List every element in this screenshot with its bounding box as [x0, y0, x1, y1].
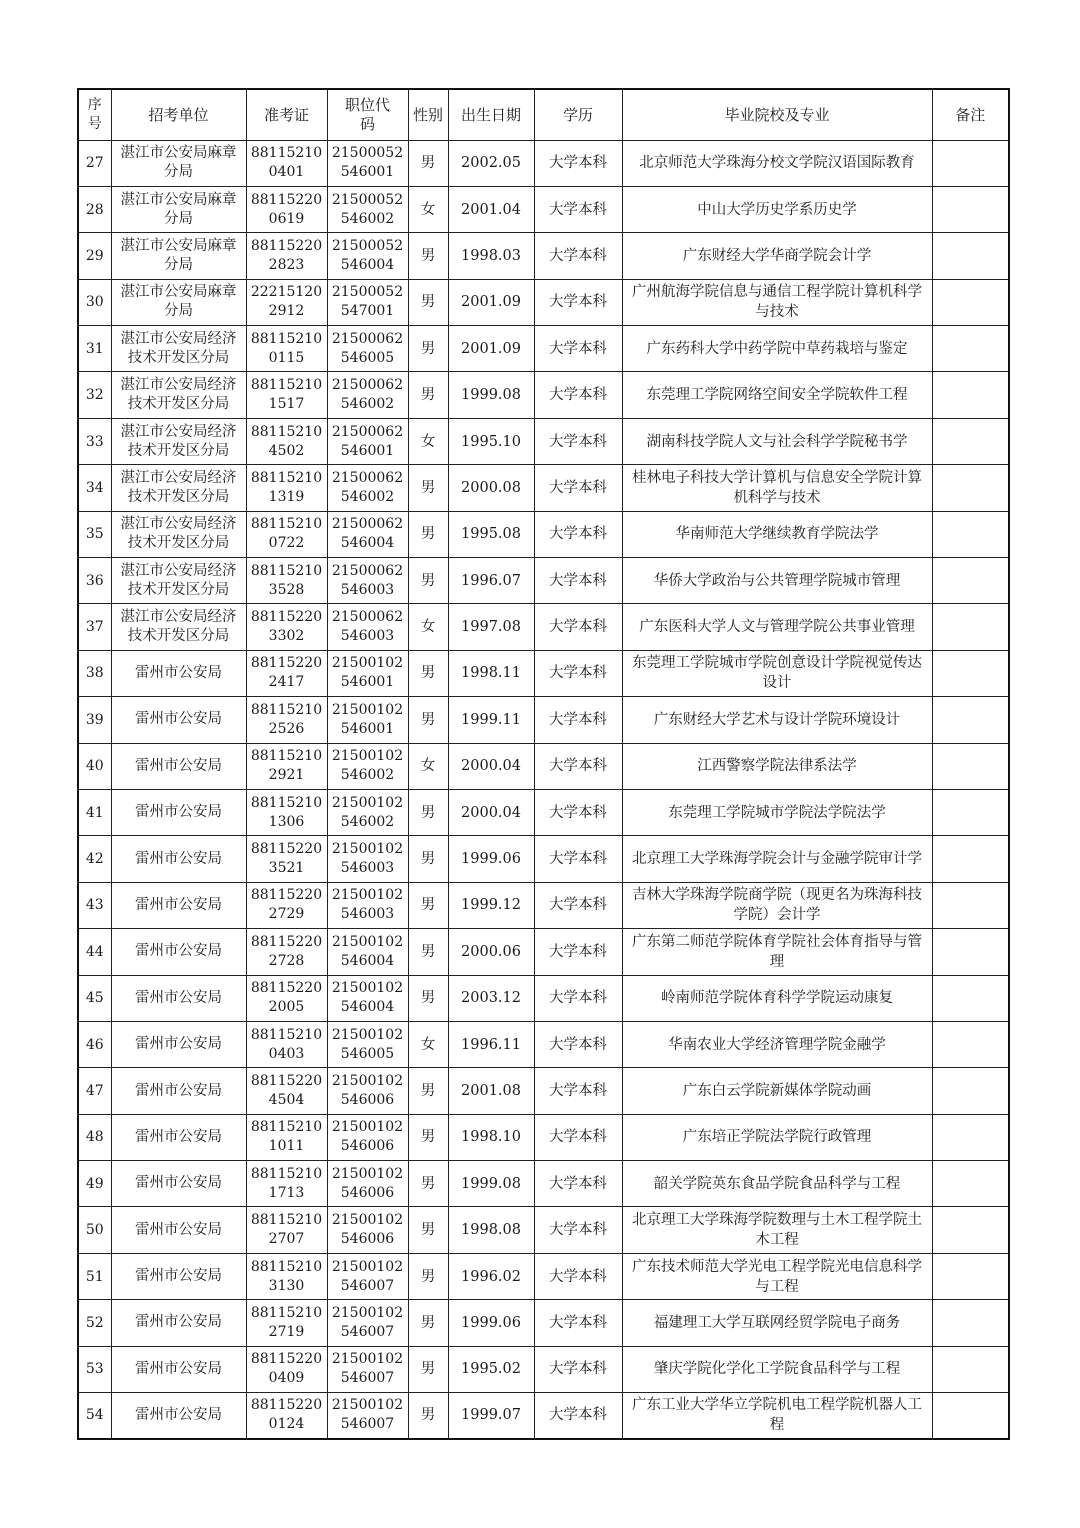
- cell-position-code: 21500102546006: [327, 1068, 408, 1114]
- cell-position-code: 21500102546002: [327, 789, 408, 835]
- cell-position-code: 21500102546004: [327, 929, 408, 975]
- cell-gender: 女: [408, 186, 448, 232]
- cell-ticket: 222151202912: [246, 279, 327, 325]
- header-gender: 性别: [408, 89, 448, 140]
- cell-remark: [932, 1114, 1009, 1160]
- cell-school: 广东医科大学人文与管理学院公共事业管理: [622, 604, 932, 650]
- cell-birth: 1995.08: [448, 511, 534, 557]
- cell-gender: 女: [408, 1021, 448, 1067]
- cell-gender: 男: [408, 650, 448, 696]
- cell-school: 韶关学院英东食品学院食品科学与工程: [622, 1161, 932, 1207]
- cell-seq: 36: [78, 558, 111, 604]
- cell-education: 大学本科: [534, 836, 622, 882]
- cell-remark: [932, 558, 1009, 604]
- cell-education: 大学本科: [534, 650, 622, 696]
- cell-unit: 雷州市公安局: [111, 929, 246, 975]
- cell-seq: 29: [78, 233, 111, 279]
- table-row: [78, 1393, 1009, 1439]
- cell-school: 北京理工大学珠海学院会计与金融学院审计学: [622, 836, 932, 882]
- cell-unit: 雷州市公安局: [111, 1114, 246, 1160]
- admission-list-table: [77, 88, 1010, 1440]
- cell-seq: 32: [78, 372, 111, 418]
- table-row: [78, 975, 1009, 1021]
- cell-remark: [932, 140, 1009, 186]
- table-row: [78, 743, 1009, 789]
- cell-position-code: 21500102546002: [327, 743, 408, 789]
- cell-school: 北京理工大学珠海学院数理与土木工程学院土木工程: [622, 1207, 932, 1253]
- cell-position-code: 21500102546007: [327, 1393, 408, 1439]
- cell-education: 大学本科: [534, 372, 622, 418]
- cell-gender: 男: [408, 789, 448, 835]
- cell-unit: 湛江市公安局经济技术开发区分局: [111, 372, 246, 418]
- cell-ticket: 881152102921: [246, 743, 327, 789]
- cell-unit: 雷州市公安局: [111, 1021, 246, 1067]
- cell-education: 大学本科: [534, 604, 622, 650]
- cell-remark: [932, 1021, 1009, 1067]
- table-row: [78, 836, 1009, 882]
- cell-birth: 2000.04: [448, 743, 534, 789]
- cell-birth: 1998.08: [448, 1207, 534, 1253]
- cell-education: 大学本科: [534, 1300, 622, 1346]
- cell-ticket: 881152202005: [246, 975, 327, 1021]
- cell-remark: [932, 1393, 1009, 1439]
- cell-school: 华南师范大学继续教育学院法学: [622, 511, 932, 557]
- cell-unit: 雷州市公安局: [111, 1207, 246, 1253]
- cell-ticket: 881152100401: [246, 140, 327, 186]
- cell-gender: 男: [408, 1161, 448, 1207]
- table-row: [78, 279, 1009, 325]
- cell-birth: 2000.04: [448, 789, 534, 835]
- table-row: [78, 1068, 1009, 1114]
- cell-position-code: 21500062546003: [327, 604, 408, 650]
- cell-seq: 50: [78, 1207, 111, 1253]
- cell-ticket: 881152204504: [246, 1068, 327, 1114]
- cell-unit: 雷州市公安局: [111, 1161, 246, 1207]
- cell-gender: 男: [408, 697, 448, 743]
- cell-gender: 男: [408, 1114, 448, 1160]
- cell-ticket: 881152104502: [246, 418, 327, 464]
- cell-remark: [932, 233, 1009, 279]
- header-education: 学历: [534, 89, 622, 140]
- cell-ticket: 881152103528: [246, 558, 327, 604]
- table-row: [78, 233, 1009, 279]
- cell-birth: 1997.08: [448, 604, 534, 650]
- cell-position-code: 21500102546007: [327, 1300, 408, 1346]
- cell-position-code: 21500052547001: [327, 279, 408, 325]
- cell-birth: 1996.07: [448, 558, 534, 604]
- cell-seq: 49: [78, 1161, 111, 1207]
- cell-gender: 男: [408, 929, 448, 975]
- cell-position-code: 21500052546004: [327, 233, 408, 279]
- table-row: [78, 465, 1009, 511]
- cell-remark: [932, 650, 1009, 696]
- cell-education: 大学本科: [534, 1393, 622, 1439]
- table-row: [78, 697, 1009, 743]
- cell-position-code: 21500062546002: [327, 372, 408, 418]
- cell-unit: 湛江市公安局麻章分局: [111, 279, 246, 325]
- cell-ticket: 881152102719: [246, 1300, 327, 1346]
- cell-ticket: 881152102707: [246, 1207, 327, 1253]
- cell-seq: 43: [78, 882, 111, 928]
- cell-position-code: 21500062546003: [327, 558, 408, 604]
- cell-position-code: 21500102546006: [327, 1114, 408, 1160]
- cell-ticket: 881152100115: [246, 326, 327, 372]
- cell-unit: 湛江市公安局麻章分局: [111, 233, 246, 279]
- cell-ticket: 881152100722: [246, 511, 327, 557]
- cell-unit: 雷州市公安局: [111, 1300, 246, 1346]
- cell-education: 大学本科: [534, 1161, 622, 1207]
- cell-position-code: 21500102546006: [327, 1161, 408, 1207]
- cell-education: 大学本科: [534, 418, 622, 464]
- cell-education: 大学本科: [534, 558, 622, 604]
- cell-birth: 1999.08: [448, 1161, 534, 1207]
- cell-school: 东莞理工学院网络空间安全学院软件工程: [622, 372, 932, 418]
- table-body: [78, 140, 1009, 1439]
- cell-ticket: 881152202417: [246, 650, 327, 696]
- cell-school: 广东财经大学华商学院会计学: [622, 233, 932, 279]
- cell-position-code: 21500052546002: [327, 186, 408, 232]
- cell-education: 大学本科: [534, 882, 622, 928]
- cell-birth: 2000.08: [448, 465, 534, 511]
- cell-remark: [932, 279, 1009, 325]
- cell-ticket: 881152101713: [246, 1161, 327, 1207]
- cell-remark: [932, 743, 1009, 789]
- cell-ticket: 881152203302: [246, 604, 327, 650]
- cell-gender: 男: [408, 1346, 448, 1392]
- cell-remark: [932, 789, 1009, 835]
- cell-birth: 2000.06: [448, 929, 534, 975]
- cell-unit: 湛江市公安局麻章分局: [111, 186, 246, 232]
- cell-birth: 2001.08: [448, 1068, 534, 1114]
- cell-seq: 44: [78, 929, 111, 975]
- cell-gender: 男: [408, 326, 448, 372]
- cell-remark: [932, 186, 1009, 232]
- cell-birth: 1995.10: [448, 418, 534, 464]
- cell-gender: 男: [408, 1207, 448, 1253]
- cell-seq: 45: [78, 975, 111, 1021]
- cell-birth: 2001.09: [448, 279, 534, 325]
- cell-birth: 1995.02: [448, 1346, 534, 1392]
- header-ticket: 准考证: [246, 89, 327, 140]
- cell-gender: 男: [408, 1068, 448, 1114]
- cell-gender: 男: [408, 1393, 448, 1439]
- cell-birth: 1998.03: [448, 233, 534, 279]
- cell-unit: 雷州市公安局: [111, 650, 246, 696]
- table-row: [78, 511, 1009, 557]
- cell-unit: 湛江市公安局经济技术开发区分局: [111, 418, 246, 464]
- cell-ticket: 881152101306: [246, 789, 327, 835]
- cell-education: 大学本科: [534, 279, 622, 325]
- cell-birth: 1999.06: [448, 1300, 534, 1346]
- cell-ticket: 881152202823: [246, 233, 327, 279]
- cell-seq: 54: [78, 1393, 111, 1439]
- table-row: [78, 1161, 1009, 1207]
- table-row: [78, 650, 1009, 696]
- cell-gender: 男: [408, 140, 448, 186]
- cell-unit: 雷州市公安局: [111, 697, 246, 743]
- cell-gender: 男: [408, 1300, 448, 1346]
- cell-ticket: 881152103130: [246, 1253, 327, 1299]
- cell-seq: 34: [78, 465, 111, 511]
- cell-education: 大学本科: [534, 326, 622, 372]
- cell-school: 广东第二师范学院体育学院社会体育指导与管理: [622, 929, 932, 975]
- cell-birth: 1999.06: [448, 836, 534, 882]
- cell-seq: 38: [78, 650, 111, 696]
- cell-school: 广东白云学院新媒体学院动画: [622, 1068, 932, 1114]
- cell-education: 大学本科: [534, 1207, 622, 1253]
- cell-education: 大学本科: [534, 975, 622, 1021]
- table-row: [78, 1253, 1009, 1299]
- header-school: 毕业院校及专业: [622, 89, 932, 140]
- cell-remark: [932, 1207, 1009, 1253]
- cell-school: 吉林大学珠海学院商学院（现更名为珠海科技学院）会计学: [622, 882, 932, 928]
- cell-education: 大学本科: [534, 929, 622, 975]
- header-seq: 序号: [78, 89, 111, 140]
- cell-seq: 39: [78, 697, 111, 743]
- cell-seq: 27: [78, 140, 111, 186]
- cell-ticket: 881152200409: [246, 1346, 327, 1392]
- cell-unit: 雷州市公安局: [111, 1346, 246, 1392]
- cell-remark: [932, 465, 1009, 511]
- cell-birth: 1998.11: [448, 650, 534, 696]
- cell-education: 大学本科: [534, 789, 622, 835]
- cell-seq: 41: [78, 789, 111, 835]
- cell-birth: 2002.05: [448, 140, 534, 186]
- cell-education: 大学本科: [534, 233, 622, 279]
- cell-gender: 女: [408, 743, 448, 789]
- cell-school: 广州航海学院信息与通信工程学院计算机科学与技术: [622, 279, 932, 325]
- table-row: [78, 1114, 1009, 1160]
- cell-education: 大学本科: [534, 1253, 622, 1299]
- cell-remark: [932, 1300, 1009, 1346]
- cell-unit: 雷州市公安局: [111, 1068, 246, 1114]
- cell-position-code: 21500102546001: [327, 697, 408, 743]
- table-row: [78, 929, 1009, 975]
- cell-seq: 42: [78, 836, 111, 882]
- cell-unit: 湛江市公安局经济技术开发区分局: [111, 511, 246, 557]
- cell-school: 中山大学历史学系历史学: [622, 186, 932, 232]
- cell-remark: [932, 604, 1009, 650]
- cell-gender: 女: [408, 604, 448, 650]
- cell-seq: 28: [78, 186, 111, 232]
- table-row: [78, 1021, 1009, 1067]
- cell-birth: 2003.12: [448, 975, 534, 1021]
- cell-school: 广东技术师范大学光电工程学院光电信息科学与工程: [622, 1253, 932, 1299]
- table-row: [78, 1207, 1009, 1253]
- cell-unit: 雷州市公安局: [111, 836, 246, 882]
- header-remark: 备注: [932, 89, 1009, 140]
- cell-seq: 31: [78, 326, 111, 372]
- table-row: [78, 882, 1009, 928]
- cell-school: 华南农业大学经济管理学院金融学: [622, 1021, 932, 1067]
- cell-position-code: 21500102546005: [327, 1021, 408, 1067]
- cell-gender: 男: [408, 975, 448, 1021]
- cell-unit: 雷州市公安局: [111, 789, 246, 835]
- header-unit: 招考单位: [111, 89, 246, 140]
- cell-ticket: 881152101517: [246, 372, 327, 418]
- cell-birth: 1998.10: [448, 1114, 534, 1160]
- cell-school: 湖南科技学院人文与社会科学学院秘书学: [622, 418, 932, 464]
- cell-education: 大学本科: [534, 1068, 622, 1114]
- cell-ticket: 881152200619: [246, 186, 327, 232]
- table-row: [78, 418, 1009, 464]
- cell-remark: [932, 1346, 1009, 1392]
- cell-seq: 51: [78, 1253, 111, 1299]
- cell-unit: 湛江市公安局经济技术开发区分局: [111, 465, 246, 511]
- cell-position-code: 21500102546007: [327, 1346, 408, 1392]
- table-row: [78, 372, 1009, 418]
- table-row: [78, 789, 1009, 835]
- cell-unit: 雷州市公安局: [111, 743, 246, 789]
- cell-school: 肇庆学院化学化工学院食品科学与工程: [622, 1346, 932, 1392]
- cell-birth: 1996.11: [448, 1021, 534, 1067]
- table-row: [78, 140, 1009, 186]
- cell-school: 华侨大学政治与公共管理学院城市管理: [622, 558, 932, 604]
- cell-unit: 湛江市公安局经济技术开发区分局: [111, 604, 246, 650]
- cell-education: 大学本科: [534, 186, 622, 232]
- cell-remark: [932, 372, 1009, 418]
- cell-position-code: 21500102546003: [327, 836, 408, 882]
- cell-gender: 男: [408, 372, 448, 418]
- cell-gender: 男: [408, 511, 448, 557]
- cell-unit: 雷州市公安局: [111, 1253, 246, 1299]
- cell-birth: 1999.08: [448, 372, 534, 418]
- cell-remark: [932, 511, 1009, 557]
- cell-education: 大学本科: [534, 1114, 622, 1160]
- cell-seq: 37: [78, 604, 111, 650]
- cell-gender: 男: [408, 233, 448, 279]
- cell-birth: 1999.07: [448, 1393, 534, 1439]
- cell-ticket: 881152202729: [246, 882, 327, 928]
- cell-seq: 47: [78, 1068, 111, 1114]
- table-row: [78, 1346, 1009, 1392]
- cell-ticket: 881152202728: [246, 929, 327, 975]
- cell-unit: 雷州市公安局: [111, 975, 246, 1021]
- cell-remark: [932, 1253, 1009, 1299]
- cell-remark: [932, 929, 1009, 975]
- cell-position-code: 21500102546007: [327, 1253, 408, 1299]
- cell-ticket: 881152200124: [246, 1393, 327, 1439]
- cell-birth: 1999.11: [448, 697, 534, 743]
- cell-unit: 湛江市公安局经济技术开发区分局: [111, 558, 246, 604]
- cell-position-code: 21500062546001: [327, 418, 408, 464]
- cell-unit: 湛江市公安局经济技术开发区分局: [111, 326, 246, 372]
- cell-position-code: 21500102546006: [327, 1207, 408, 1253]
- cell-gender: 男: [408, 836, 448, 882]
- cell-position-code: 21500102546001: [327, 650, 408, 696]
- cell-ticket: 881152101319: [246, 465, 327, 511]
- cell-school: 北京师范大学珠海分校文学院汉语国际教育: [622, 140, 932, 186]
- cell-remark: [932, 1068, 1009, 1114]
- cell-gender: 男: [408, 882, 448, 928]
- cell-unit: 雷州市公安局: [111, 1393, 246, 1439]
- cell-education: 大学本科: [534, 140, 622, 186]
- cell-remark: [932, 418, 1009, 464]
- cell-gender: 男: [408, 1253, 448, 1299]
- cell-remark: [932, 975, 1009, 1021]
- cell-remark: [932, 326, 1009, 372]
- cell-school: 江西警察学院法律系法学: [622, 743, 932, 789]
- header-position-code: 职位代码: [327, 89, 408, 140]
- cell-school: 岭南师范学院体育科学学院运动康复: [622, 975, 932, 1021]
- table-row: [78, 604, 1009, 650]
- cell-seq: 52: [78, 1300, 111, 1346]
- cell-seq: 40: [78, 743, 111, 789]
- cell-remark: [932, 836, 1009, 882]
- cell-unit: 雷州市公安局: [111, 882, 246, 928]
- cell-school: 广东培正学院法学院行政管理: [622, 1114, 932, 1160]
- cell-remark: [932, 697, 1009, 743]
- cell-position-code: 21500102546004: [327, 975, 408, 1021]
- cell-gender: 男: [408, 465, 448, 511]
- table-row: [78, 1300, 1009, 1346]
- cell-gender: 男: [408, 558, 448, 604]
- cell-school: 东莞理工学院城市学院法学院法学: [622, 789, 932, 835]
- cell-school: 桂林电子科技大学计算机与信息安全学院计算机科学与技术: [622, 465, 932, 511]
- cell-seq: 30: [78, 279, 111, 325]
- cell-position-code: 21500102546003: [327, 882, 408, 928]
- table-row: [78, 186, 1009, 232]
- cell-ticket: 881152101011: [246, 1114, 327, 1160]
- cell-education: 大学本科: [534, 697, 622, 743]
- cell-seq: 33: [78, 418, 111, 464]
- cell-education: 大学本科: [534, 465, 622, 511]
- cell-school: 东莞理工学院城市学院创意设计学院视觉传达设计: [622, 650, 932, 696]
- cell-school: 广东药科大学中药学院中草药栽培与鉴定: [622, 326, 932, 372]
- cell-remark: [932, 1161, 1009, 1207]
- table-row: [78, 558, 1009, 604]
- table-row: [78, 326, 1009, 372]
- cell-birth: 2001.09: [448, 326, 534, 372]
- cell-ticket: 881152102526: [246, 697, 327, 743]
- cell-seq: 53: [78, 1346, 111, 1392]
- cell-birth: 1996.02: [448, 1253, 534, 1299]
- header-row: [78, 89, 1009, 140]
- cell-education: 大学本科: [534, 1346, 622, 1392]
- cell-school: 广东财经大学艺术与设计学院环境设计: [622, 697, 932, 743]
- cell-unit: 湛江市公安局麻章分局: [111, 140, 246, 186]
- cell-position-code: 21500062546005: [327, 326, 408, 372]
- cell-birth: 2001.04: [448, 186, 534, 232]
- cell-seq: 48: [78, 1114, 111, 1160]
- cell-position-code: 21500062546004: [327, 511, 408, 557]
- cell-ticket: 881152203521: [246, 836, 327, 882]
- cell-education: 大学本科: [534, 511, 622, 557]
- cell-birth: 1999.12: [448, 882, 534, 928]
- cell-gender: 女: [408, 418, 448, 464]
- cell-education: 大学本科: [534, 743, 622, 789]
- cell-gender: 男: [408, 279, 448, 325]
- header-birth: 出生日期: [448, 89, 534, 140]
- cell-position-code: 21500062546002: [327, 465, 408, 511]
- cell-school: 广东工业大学华立学院机电工程学院机器人工程: [622, 1393, 932, 1439]
- cell-ticket: 881152100403: [246, 1021, 327, 1067]
- cell-school: 福建理工大学互联网经贸学院电子商务: [622, 1300, 932, 1346]
- cell-remark: [932, 882, 1009, 928]
- cell-education: 大学本科: [534, 1021, 622, 1067]
- cell-seq: 46: [78, 1021, 111, 1067]
- cell-position-code: 21500052546001: [327, 140, 408, 186]
- cell-seq: 35: [78, 511, 111, 557]
